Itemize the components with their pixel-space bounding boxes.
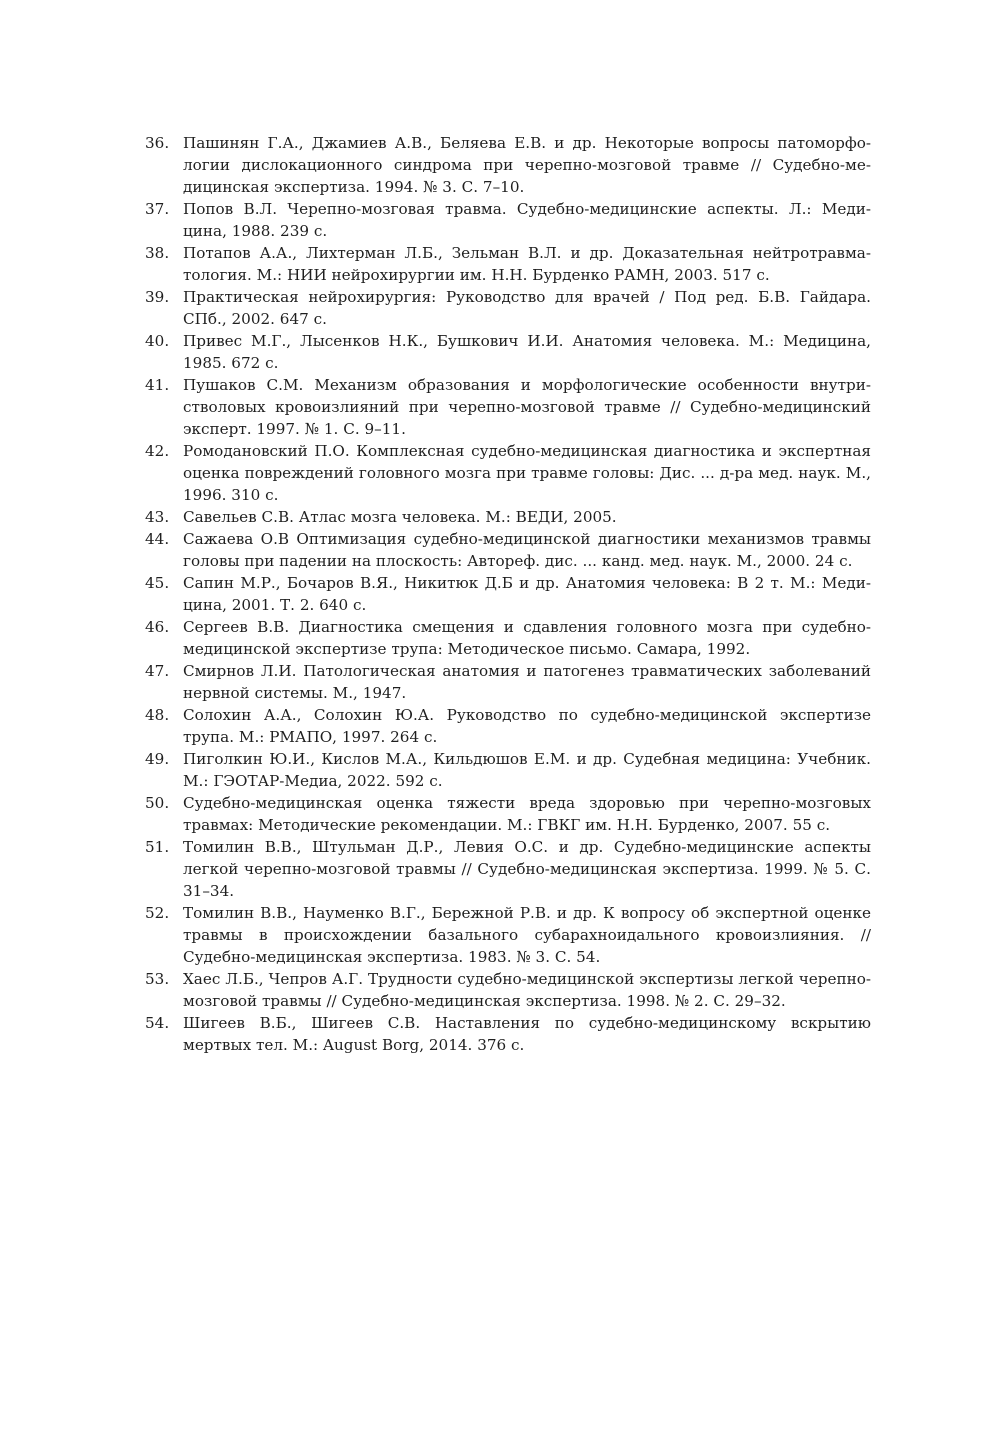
reference-text: Хаес Л.Б., Чепров А.Г. Трудности судебно-медицинской экспертизы легкой черепно-мозговой травмы // Судебно-медицинская экспертиза. 1998. № 2. С. 29–32. (183, 970, 871, 1010)
reference-text: Пашинян Г.А., Джамиев А.В., Беляева Е.В. и др. Некоторые вопросы патоморфологии дислокационного синдрома при черепно-мозговой травме // Судебно-медицинская экспертиза. 1994. № 3. С. 7–10. (183, 134, 871, 196)
reference-text: Томилин В.В., Штульман Д.Р., Левия О.С. и др. Судебно-медицинские аспекты легкой черепно-мозговой травмы // Судебно-медицинская экспертиза. 1999. № 5. С. 31–34. (183, 838, 871, 900)
reference-item (145, 506, 871, 528)
reference-text: Смирнов Л.И. Патологическая анатомия и патогенез травматических заболеваний нервной системы. М., 1947. (183, 662, 871, 702)
reference-item (145, 440, 871, 506)
reference-text: Томилин В.В., Науменко В.Г., Бережной Р.В. и др. К вопросу об экспертной оценке травмы в происхождении базального субарахноидального кровоизлияния. // Судебно-медицинская экспертиза. 1983. № 3. С. 54. (183, 904, 871, 966)
reference-number: 45. (145, 574, 170, 592)
reference-item (145, 660, 871, 704)
reference-number: 50. (145, 794, 170, 812)
reference-text: Сапин М.Р., Бочаров В.Я., Никитюк Д.Б и др. Анатомия человека: В 2 т. М.: Медицина, 2001. Т. 2. 640 с. (183, 574, 871, 614)
reference-text: Пушаков С.М. Механизм образования и морфологические особенности внутристволовых кровоизлияний при черепно-мозговой травме // Судебно-медицинский эксперт. 1997. № 1. С. 9–11. (183, 376, 871, 438)
reference-number: 49. (145, 750, 170, 768)
reference-item (145, 242, 871, 286)
reference-item (145, 1012, 871, 1056)
reference-number: 51. (145, 838, 170, 856)
reference-number: 38. (145, 244, 170, 262)
reference-number: 43. (145, 508, 170, 526)
reference-number: 40. (145, 332, 170, 350)
reference-number: 53. (145, 970, 170, 988)
reference-number: 42. (145, 442, 170, 460)
reference-item (145, 902, 871, 968)
reference-number: 39. (145, 288, 170, 306)
reference-number: 36. (145, 134, 170, 152)
reference-item (145, 374, 871, 440)
reference-item (145, 528, 871, 572)
reference-text: Сажаева О.В Оптимизация судебно-медицинской диагностики механизмов травмы головы при падении на плоскость: Автореф. дис. ... канд. мед. наук. М., 2000. 24 с. (183, 530, 871, 570)
reference-item (145, 286, 871, 330)
reference-text: Привес М.Г., Лысенков Н.К., Бушкович И.И. Анатомия человека. М.: Медицина, 1985. 672 с. (183, 332, 871, 372)
reference-text: Потапов А.А., Лихтерман Л.Б., Зельман В.Л. и др. Доказательная нейтротравматология. М.: НИИ нейрохирургии им. Н.Н. Бурденко РАМН, 2003. 517 с. (183, 244, 871, 284)
reference-item (145, 748, 871, 792)
reference-item (145, 968, 871, 1012)
reference-item (145, 330, 871, 374)
reference-item (145, 572, 871, 616)
reference-number: 41. (145, 376, 170, 394)
reference-list (145, 132, 871, 1056)
reference-text: Сергеев В.В. Диагностика смещения и сдавления головного мозга при судебно-медицинской экспертизе трупа: Методическое письмо. Самара, 1992. (183, 618, 871, 658)
reference-number: 44. (145, 530, 170, 548)
reference-text: Судебно-медицинская оценка тяжести вреда здоровью при черепно-мозговых травмах: Методические рекомендации. М.: ГВКГ им. Н.Н. Бурденко, 2007. 55 с. (183, 794, 871, 834)
reference-number: 48. (145, 706, 170, 724)
reference-item (145, 836, 871, 902)
reference-text: Ромодановский П.О. Комплексная судебно-медицинская диагностика и экспертная оценка повреждений головного мозга при травме головы: Дис. ... д-ра мед. наук. М., 1996. 310 с. (183, 442, 871, 504)
reference-number: 54. (145, 1014, 170, 1032)
reference-text: Пиголкин Ю.И., Кислов М.А., Кильдюшов Е.М. и др. Судебная медицина: Учебник. М.: ГЭОТАР-Медиа, 2022. 592 с. (183, 750, 871, 790)
reference-text: Солохин А.А., Солохин Ю.А. Руководство по судебно-медицинской экспертизе трупа. М.: РМАПО, 1997. 264 с. (183, 706, 871, 746)
reference-number: 46. (145, 618, 170, 636)
reference-item (145, 704, 871, 748)
reference-number: 37. (145, 200, 170, 218)
reference-number: 47. (145, 662, 170, 680)
reference-item (145, 198, 871, 242)
reference-number: 52. (145, 904, 170, 922)
reference-text: Попов В.Л. Черепно-мозговая травма. Судебно-медицинские аспекты. Л.: Медицина, 1988. 239 с. (183, 200, 871, 240)
reference-text: Шигеев В.Б., Шигеев С.В. Наставления по судебно-медицинскому вскрытию мертвых тел. М.: August Borg, 2014. 376 с. (183, 1014, 871, 1054)
reference-item (145, 616, 871, 660)
reference-item (145, 792, 871, 836)
reference-text: Савельев С.В. Атлас мозга человека. М.: ВЕДИ, 2005. (183, 508, 617, 526)
reference-text: Практическая нейрохирургия: Руководство для врачей / Под ред. Б.В. Гайдара. СПб., 2002. 647 с. (183, 288, 871, 328)
reference-item (145, 132, 871, 198)
